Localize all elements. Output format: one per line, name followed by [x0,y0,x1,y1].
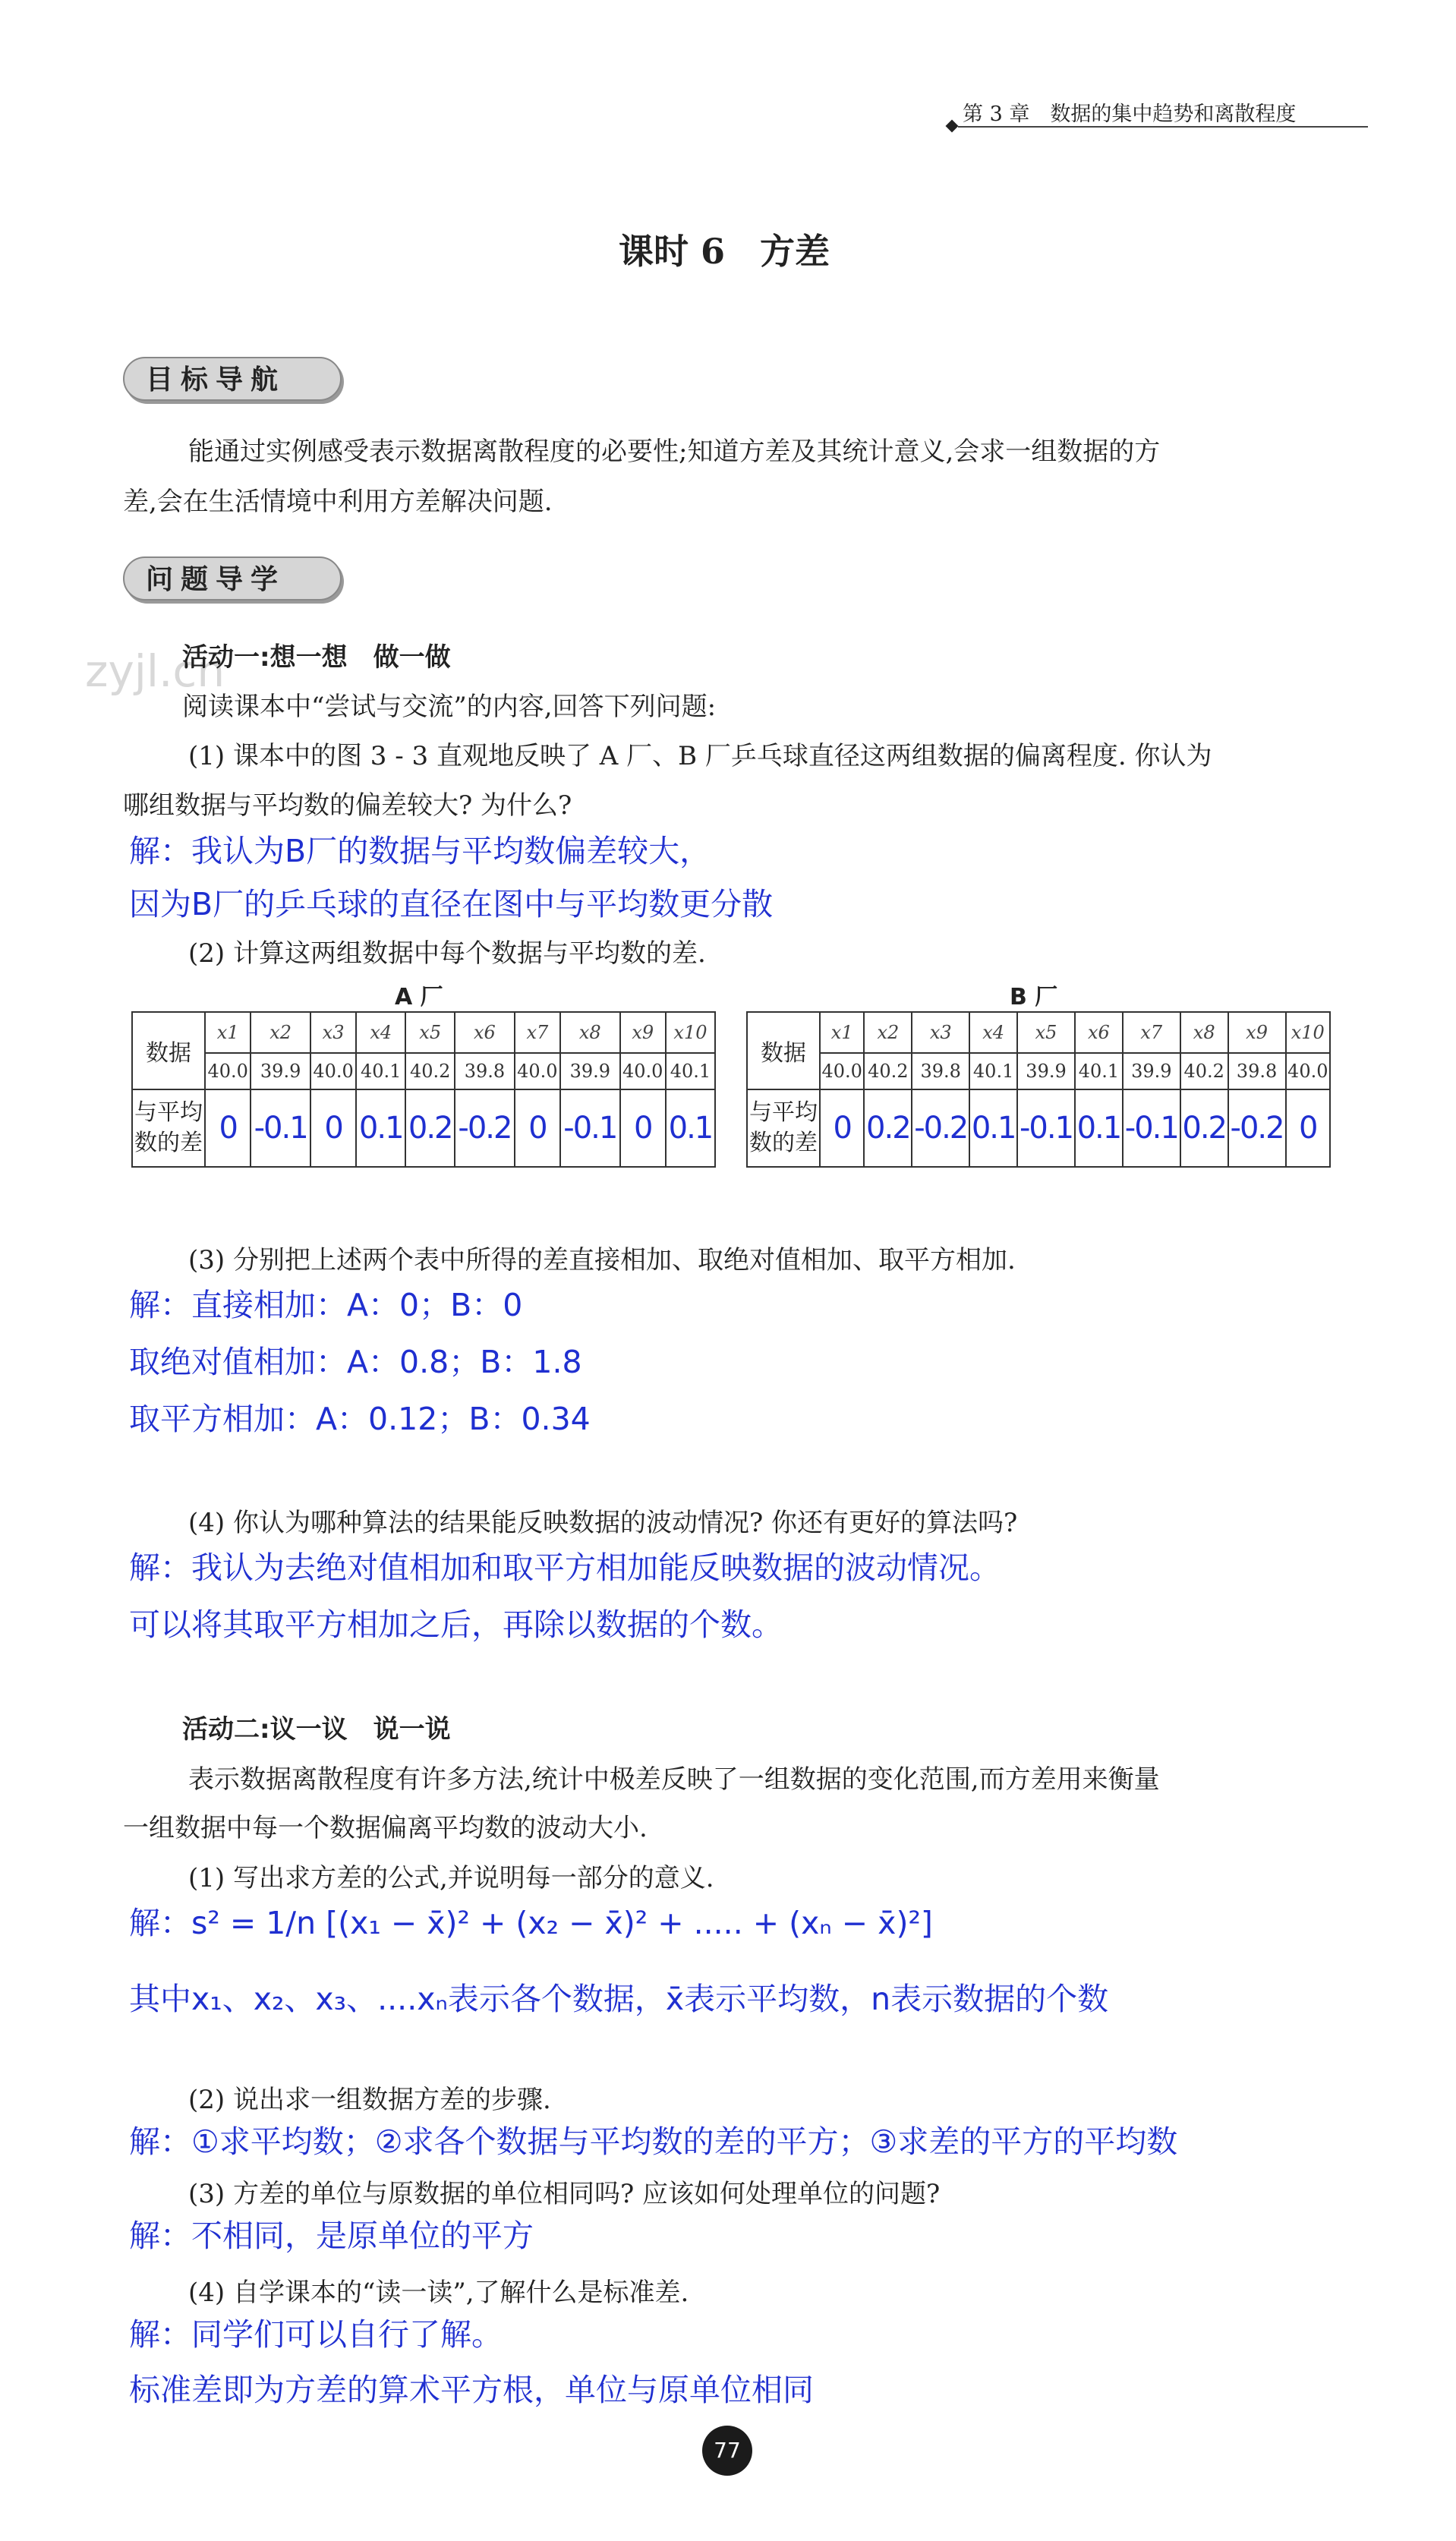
header-x9: x9 [620,1012,666,1053]
header-x4: x4 [969,1012,1017,1053]
header-x10: x10 [666,1012,715,1053]
table-a-value: 40.1 [356,1053,405,1089]
header-x10: x10 [1286,1012,1330,1053]
formula-expression: s² = 1/n [(x₁ − x̄)² + (x₂ − x̄)² + ..... + (xₙ − x̄)²] [191,1905,933,1941]
activity2-answer3: 解：不相同，是原单位的平方 [129,2218,534,2254]
row-label-data: 数据 [747,1012,820,1089]
table-a-value: 40.0 [205,1053,251,1089]
table-b-diff: -0.1 [1017,1089,1075,1167]
activity2-answer2: 解：①求平均数；②求各个数据与平均数的差的平方；③求差的平方的平均数 [129,2123,1178,2160]
table-a [131,1011,716,1168]
table-b-value: 40.2 [1180,1053,1228,1089]
table-b-diff: 0.2 [864,1089,912,1167]
header-diamond-icon [946,120,959,133]
table-a-value: 39.8 [455,1053,514,1089]
table-a-diff: -0.1 [251,1089,310,1167]
activity2-q2: (2) 说出求一组数据方差的步骤. [188,2085,551,2115]
table-a-value: 39.9 [560,1053,619,1089]
table-a-diff: -0.2 [455,1089,514,1167]
table-b-value: 40.2 [864,1053,912,1089]
table-a-value: 39.9 [251,1053,310,1089]
activity1-q4: (4) 你认为哪种算法的结果能反映数据的波动情况? 你还有更好的算法吗? [188,1508,1018,1538]
table-b-diff: 0.1 [969,1089,1017,1167]
variance-formula [129,1898,933,1943]
table-b [746,1011,1331,1168]
activity2-intro-line1: 表示数据离散程度有许多方法,统计中极差反映了一组数据的变化范围,而方差用来衡量 [188,1764,1160,1795]
table-a-value: 40.0 [310,1053,356,1089]
table-a-diff: 0.2 [405,1089,455,1167]
activity1-answer1-line1: 解：我认为B厂的数据与平均数偏差较大， [129,833,711,869]
activity1-q3: (3) 分别把上述两个表中所得的差直接相加、取绝对值相加、取平方相加. [188,1245,1016,1275]
table-a-value: 40.2 [405,1053,455,1089]
table-b-diff: 0.2 [1180,1089,1228,1167]
activity1-answer4-line1: 解：我认为去绝对值相加和取平方相加能反映数据的波动情况。 [129,1550,1001,1586]
table-b-value: 40.1 [969,1053,1017,1089]
activity1-answer3-line3: 取平方相加：A：0.12；B：0.34 [129,1401,591,1437]
activity1-answer3-line1: 解：直接相加：A：0；B：0 [129,1287,523,1323]
activity2-q1: (1) 写出求方差的公式,并说明每一部分的意义. [188,1863,714,1893]
formula-label: 解： [129,1905,191,1941]
lesson-title: 课时 6 方差 [619,231,830,272]
table-b-diff: 0.1 [1075,1089,1123,1167]
header-x1: x1 [820,1012,864,1053]
table-a-diff: 0 [310,1089,356,1167]
formula-explanation: 其中x₁、x₂、x₃、....xₙ表示各个数据，x̄表示平均数，n表示数据的个数 [129,1981,1109,2017]
activity1-answer4-line2: 可以将其取平方相加之后，再除以数据的个数。 [129,1606,783,1643]
header-x5: x5 [1017,1012,1075,1053]
table-b-value: 39.9 [1123,1053,1180,1089]
table-a-diff: -0.1 [560,1089,619,1167]
activity1-q2: (2) 计算这两组数据中每个数据与平均数的差. [188,938,706,969]
header-x7: x7 [1123,1012,1180,1053]
header-x4: x4 [356,1012,405,1053]
header-x1: x1 [205,1012,251,1053]
activity2-answer4-line1: 解：同学们可以自行了解。 [129,2316,503,2353]
header-x2: x2 [251,1012,310,1053]
table-b-value: 39.9 [1017,1053,1075,1089]
header-x8: x8 [560,1012,619,1053]
activity2-heading: 活动二:议一议 说一说 [182,1714,451,1745]
table-a-diff: 0.1 [666,1089,715,1167]
activity1-answer1-line2: 因为B厂的乒乓球的直径在图中与平均数更分散 [129,886,774,922]
table-b-value: 39.8 [1228,1053,1286,1089]
header-x8: x8 [1180,1012,1228,1053]
goal-text-line-1: 能通过实例感受表示数据离散程度的必要性;知道方差及其统计意义,会求一组数据的方 [188,437,1161,467]
table-b-diff: 0 [820,1089,864,1167]
row-label-diff: 与平均 数的差 [132,1089,205,1167]
header-x7: x7 [515,1012,560,1053]
table-a-caption: A 厂 [395,984,443,1010]
header-x2: x2 [864,1012,912,1053]
table-a-diff: 0 [620,1089,666,1167]
activity2-answer4-line2: 标准差即为方差的算术平方根，单位与原单位相同 [129,2372,814,2408]
header-rule [958,126,1368,128]
activity2-intro-line2: 一组数据中每一个数据偏离平均数的波动大小. [123,1813,648,1843]
table-b-diff: 0 [1286,1089,1330,1167]
table-b-value: 40.0 [820,1053,864,1089]
table-b-value: 40.0 [1286,1053,1330,1089]
table-b-diff: -0.2 [912,1089,969,1167]
header-x3: x3 [912,1012,969,1053]
activity1-q1-line2: 哪组数据与平均数的偏差较大? 为什么? [123,790,572,821]
activity2-q3: (3) 方差的单位与原数据的单位相同吗? 应该如何处理单位的问题? [188,2179,941,2209]
header-x5: x5 [405,1012,455,1053]
table-b-diff: -0.2 [1228,1089,1286,1167]
table-a-value: 40.1 [666,1053,715,1089]
header-x9: x9 [1228,1012,1286,1053]
goal-text-line-2: 差,会在生活情境中利用方差解决问题. [123,487,553,517]
section-study-badge: 问题导学 [123,556,342,601]
row-label-data: 数据 [132,1012,205,1089]
activity1-intro: 阅读课本中“尝试与交流”的内容,回答下列问题: [182,692,717,722]
activity1-heading: 活动一:想一想 做一做 [182,642,451,673]
watermark: zyjl.cn [85,645,225,697]
chapter-header: 第 3 章 数据的集中趋势和离散程度 [963,102,1297,126]
table-b-value: 39.8 [912,1053,969,1089]
activity1-answer3-line2: 取绝对值相加：A：0.8；B：1.8 [129,1344,582,1380]
header-x6: x6 [455,1012,514,1053]
activity1-q1-line1: (1) 课本中的图 3 - 3 直观地反映了 A 厂、B 厂乒乓球直径这两组数据的偏离程度. 你认为 [188,741,1212,771]
row-label-diff: 与平均 数的差 [747,1089,820,1167]
section-goal-badge: 目标导航 [123,357,342,401]
table-b-value: 40.1 [1075,1053,1123,1089]
table-a-value: 40.0 [620,1053,666,1089]
table-b-caption: B 厂 [1010,984,1058,1010]
table-b-diff: -0.1 [1123,1089,1180,1167]
header-x3: x3 [310,1012,356,1053]
table-a-diff: 0 [515,1089,560,1167]
table-a-diff: 0.1 [356,1089,405,1167]
table-a-diff: 0 [205,1089,251,1167]
activity2-q4: (4) 自学课本的“读一读”,了解什么是标准差. [188,2278,689,2308]
header-x6: x6 [1075,1012,1123,1053]
table-a-value: 40.0 [515,1053,560,1089]
page-number: 77 [702,2426,752,2476]
